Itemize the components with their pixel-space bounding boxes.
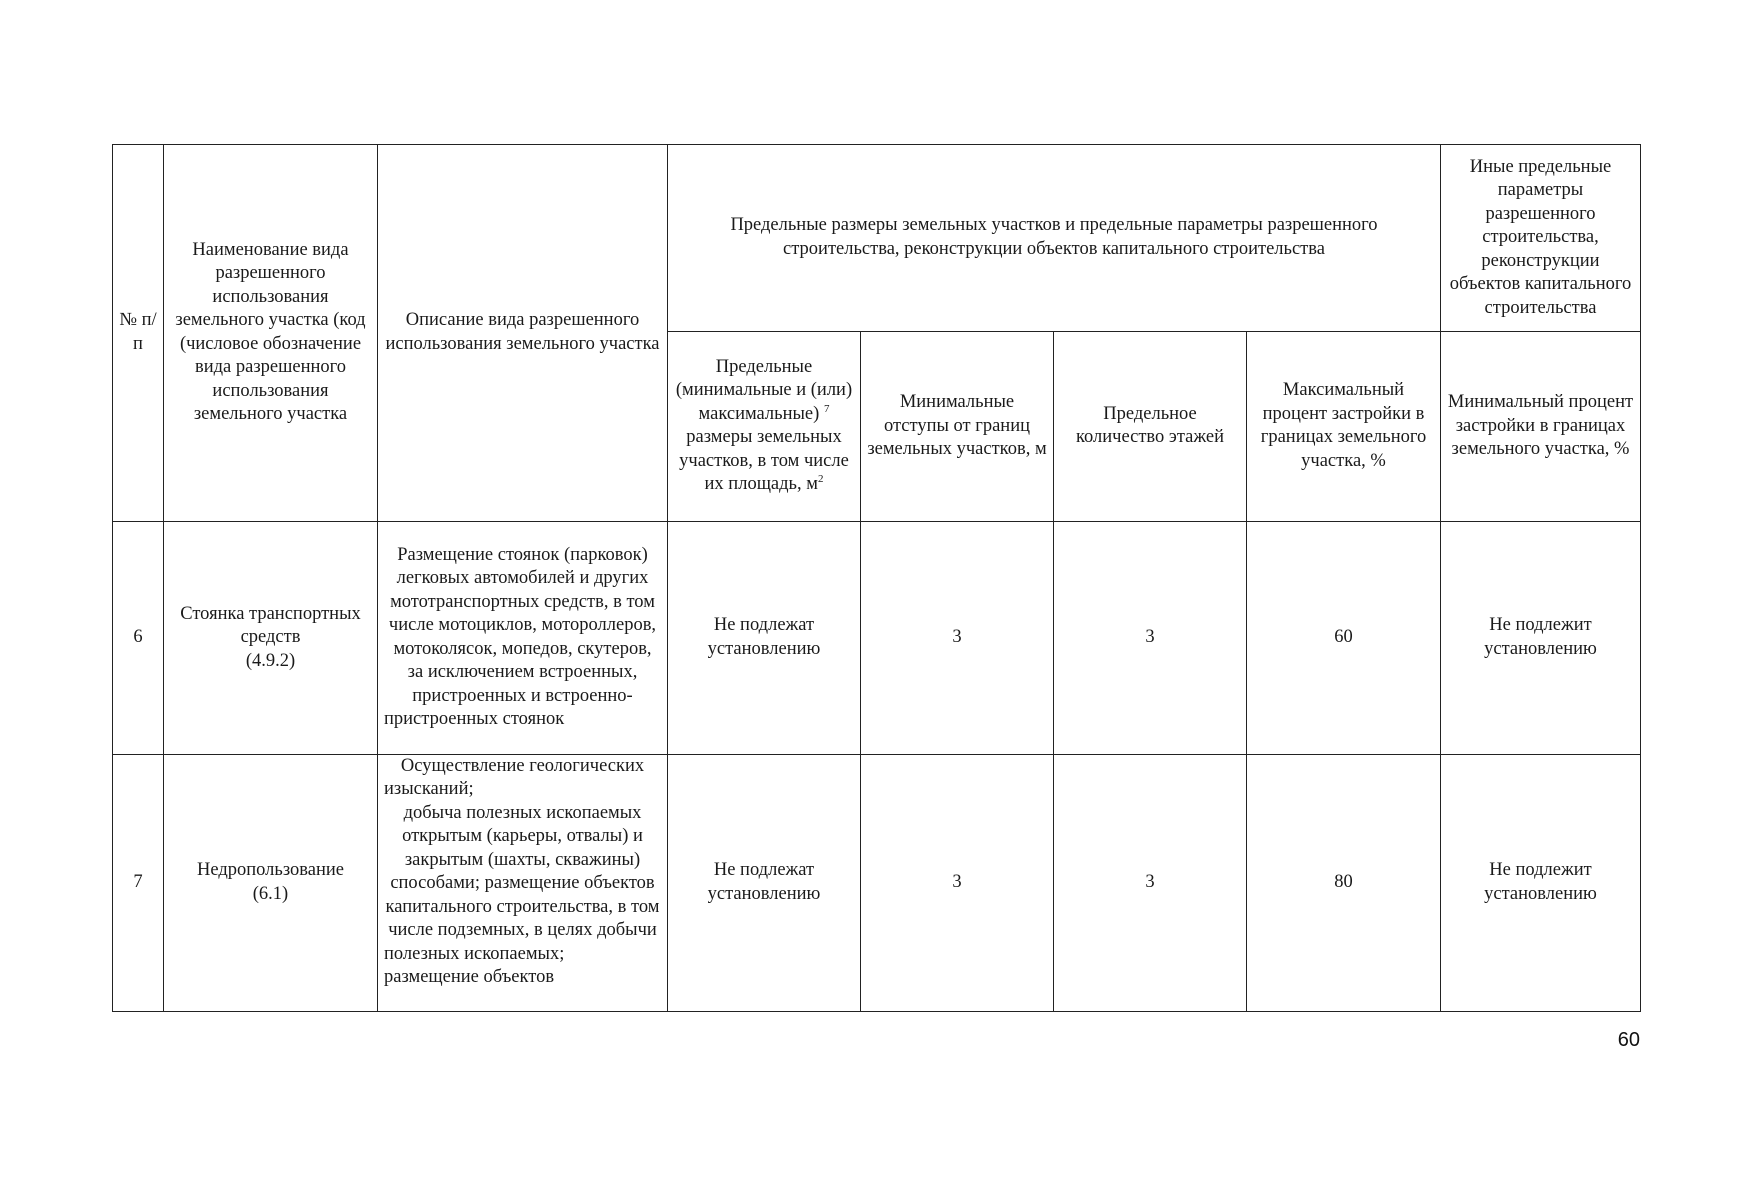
row-max-percent: 80: [1247, 754, 1441, 1011]
table-row: [113, 521, 1641, 754]
row-code: (4.9.2): [245, 650, 296, 671]
row-name: [164, 521, 378, 754]
header-other-group: Иные предельные параметры разрешенного строительства, реконструкции объектов капитального строительства: [1441, 145, 1641, 332]
row-min-percent: Не подлежит установлению: [1441, 521, 1641, 754]
row-sizes: Не подлежат установлению: [668, 754, 861, 1011]
land-use-regulations-table: [112, 144, 1641, 1012]
unit-superscript: 2: [817, 473, 824, 486]
header-max-percent: Максимальный процент застройки в границах земельного участка, %: [1247, 331, 1441, 521]
row-name-text: Недропользование: [197, 860, 344, 881]
row-setbacks: 3: [861, 754, 1054, 1011]
description-line: добыча полезных ископаемых открытым (карьеры, отвалы) и закрытым (шахты, скважины) способами; размещение объектов капитального строительства, в том числе подземных, в целях добычи полезных ископаемых;: [384, 802, 660, 964]
header-description: Описание вида разрешенного использования земельного участка: [378, 145, 668, 522]
row-floors: 3: [1054, 754, 1247, 1011]
row-description: [378, 754, 668, 1011]
table-row: [113, 754, 1641, 1011]
header-limits-group: Предельные размеры земельных участков и предельные параметры разрешенного строительства, реконструкции объектов капитального строительства: [668, 145, 1441, 332]
description-line: размещение объектов: [384, 967, 555, 988]
row-sizes: Не подлежат установлению: [668, 521, 861, 754]
row-max-percent: 60: [1247, 521, 1441, 754]
header-min-percent: Минимальный процент застройки в границах земельного участка, %: [1441, 331, 1641, 521]
row-num: 6: [113, 521, 164, 754]
row-description: Размещение стоянок (парковок) легковых автомобилей и других мототранспортных средств, в том числе мотоциклов, мотороллеров, мотоколясок, мопедов, скутеров, за исключением встроенных, пристроенных и встроенно-пристроенных стоянок: [378, 521, 668, 754]
footnote-marker: 7: [823, 402, 830, 415]
row-name: [164, 754, 378, 1011]
header-setbacks: Минимальные отступы от границ земельных участков, м: [861, 331, 1054, 521]
header-sizes: [668, 331, 861, 521]
header-sizes-text2: размеры земельных участков, в том числе их площадь, м: [679, 427, 849, 495]
header-name: Наименование вида разрешенного использования земельного участка (код (числовое обозначение вида разрешенного использования земельного участка: [164, 145, 378, 522]
header-floors: Предельное количество этажей: [1054, 331, 1247, 521]
header-num: № п/п: [113, 145, 164, 522]
row-name-text: Стоянка транспортных средств: [180, 603, 361, 648]
row-code: (6.1): [252, 883, 289, 904]
description-line: Осуществление геологических изысканий;: [384, 755, 645, 800]
row-num: 7: [113, 754, 164, 1011]
row-floors: 3: [1054, 521, 1247, 754]
row-min-percent: Не подлежит установлению: [1441, 754, 1641, 1011]
row-setbacks: 3: [861, 521, 1054, 754]
header-sizes-text: Предельные (минимальные и (или) максимальные): [675, 356, 853, 424]
page-number: 60: [1617, 1029, 1640, 1051]
